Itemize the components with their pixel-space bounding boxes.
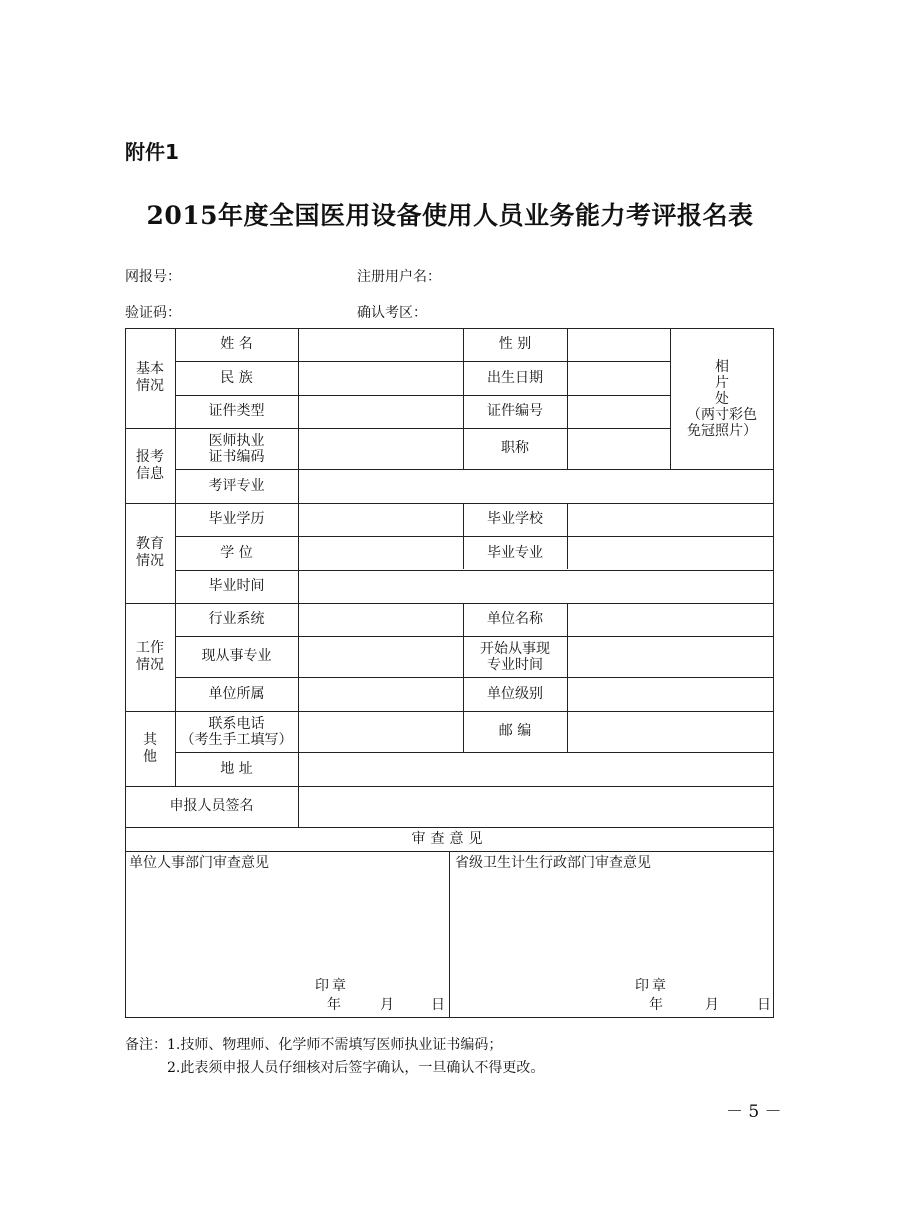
label-title: 职称	[501, 440, 529, 456]
title-field[interactable]	[567, 428, 670, 469]
section-exam: 报考 信息	[136, 448, 164, 482]
id-number-field[interactable]	[567, 395, 670, 428]
label-school: 毕业学校	[487, 511, 543, 527]
label-industry: 行业系统	[208, 611, 265, 627]
label-ethnicity: 民 族	[220, 369, 253, 386]
label-degree-edu: 毕业学历	[208, 511, 265, 527]
review-left-day: 日	[431, 997, 445, 1013]
review-left-seal: 印章	[315, 978, 349, 994]
grad-major-field[interactable]	[567, 536, 774, 570]
current-major-field[interactable]	[298, 636, 463, 677]
degree-field[interactable]	[298, 536, 463, 570]
section-work: 工作 情况	[136, 640, 164, 673]
label-current-major: 现从事专业	[201, 648, 272, 664]
label-unit-level: 单位级别	[487, 685, 543, 702]
unit-belong-field[interactable]	[298, 677, 463, 711]
major-field[interactable]	[298, 469, 774, 503]
label-phone: 联系电话 （考生手工填写）	[180, 715, 293, 748]
label-license-code: 医师执业 证书编码	[208, 432, 265, 465]
signature-field[interactable]	[298, 786, 774, 827]
review-right-seal: 印章	[635, 978, 669, 994]
label-start-time: 开始从事现 专业时间	[480, 640, 550, 673]
exam-area-label: 确认考区：	[357, 305, 427, 321]
start-time-field[interactable]	[567, 636, 774, 677]
grad-time-field[interactable]	[298, 570, 774, 603]
industry-field[interactable]	[298, 603, 463, 636]
section-education: 教育 情况	[136, 536, 164, 569]
license-code-field[interactable]	[298, 428, 463, 469]
review-left-year: 年	[327, 997, 341, 1013]
name-field[interactable]	[298, 328, 463, 361]
school-field[interactable]	[567, 503, 774, 536]
label-unit-belong: 单位所属	[208, 685, 265, 702]
ethnicity-field[interactable]	[298, 361, 463, 395]
note-line-1: 备注：1.技师、物理师、化学师不需填写医师执业证书编码；	[125, 1037, 503, 1053]
label-id-number: 证件编号	[487, 403, 543, 419]
label-birth-date: 出生日期	[487, 369, 543, 386]
label-unit-name: 单位名称	[487, 611, 543, 627]
review-right-month: 月	[705, 997, 719, 1013]
label-degree: 学 位	[220, 544, 253, 561]
label-id-type: 证件类型	[208, 403, 265, 419]
postcode-field[interactable]	[567, 711, 774, 752]
review-left-month: 月	[380, 997, 394, 1013]
net-no-label: 网报号：	[125, 269, 181, 285]
label-grad-major: 毕业专业	[487, 544, 543, 561]
label-grad-time: 毕业时间	[208, 578, 265, 594]
note-line-2: 2.此表须申报人员仔细核对后签字确认，一旦确认不得更改。	[167, 1060, 545, 1076]
birth-date-field[interactable]	[567, 361, 670, 395]
degree-edu-field[interactable]	[298, 503, 463, 536]
review-right-day: 日	[757, 997, 771, 1013]
photo-area: 相 片 处 （两寸彩色 免冠照片）	[687, 358, 757, 439]
page-title: 2015年度全国医用设备使用人员业务能力考评报名表	[146, 201, 754, 230]
section-basic: 基本 情况	[136, 361, 164, 394]
verify-code-label: 验证码：	[125, 305, 181, 321]
unit-level-field[interactable]	[567, 677, 774, 711]
address-field[interactable]	[298, 752, 774, 786]
section-other: 其 他	[143, 731, 157, 765]
attachment-label: 附件1	[125, 140, 179, 164]
label-gender: 性 别	[498, 336, 532, 352]
label-major: 考评专业	[208, 477, 265, 494]
username-label: 注册用户名：	[357, 269, 441, 285]
label-name: 姓 名	[220, 336, 253, 352]
page-number: － 5 －	[726, 1102, 782, 1122]
review-left-title: 单位人事部门审查意见	[129, 855, 269, 871]
registration-form	[125, 328, 774, 1018]
label-signature: 申报人员签名	[169, 798, 254, 814]
label-postcode: 邮 编	[498, 723, 532, 739]
review-right-title: 省级卫生计生行政部门审查意见	[455, 855, 651, 871]
phone-field[interactable]	[298, 711, 463, 752]
unit-name-field[interactable]	[567, 603, 774, 636]
review-heading: 审查意见	[411, 830, 488, 847]
label-address: 地 址	[220, 760, 253, 777]
gender-field[interactable]	[567, 328, 670, 361]
id-type-field[interactable]	[298, 395, 463, 428]
review-right-year: 年	[649, 997, 663, 1013]
